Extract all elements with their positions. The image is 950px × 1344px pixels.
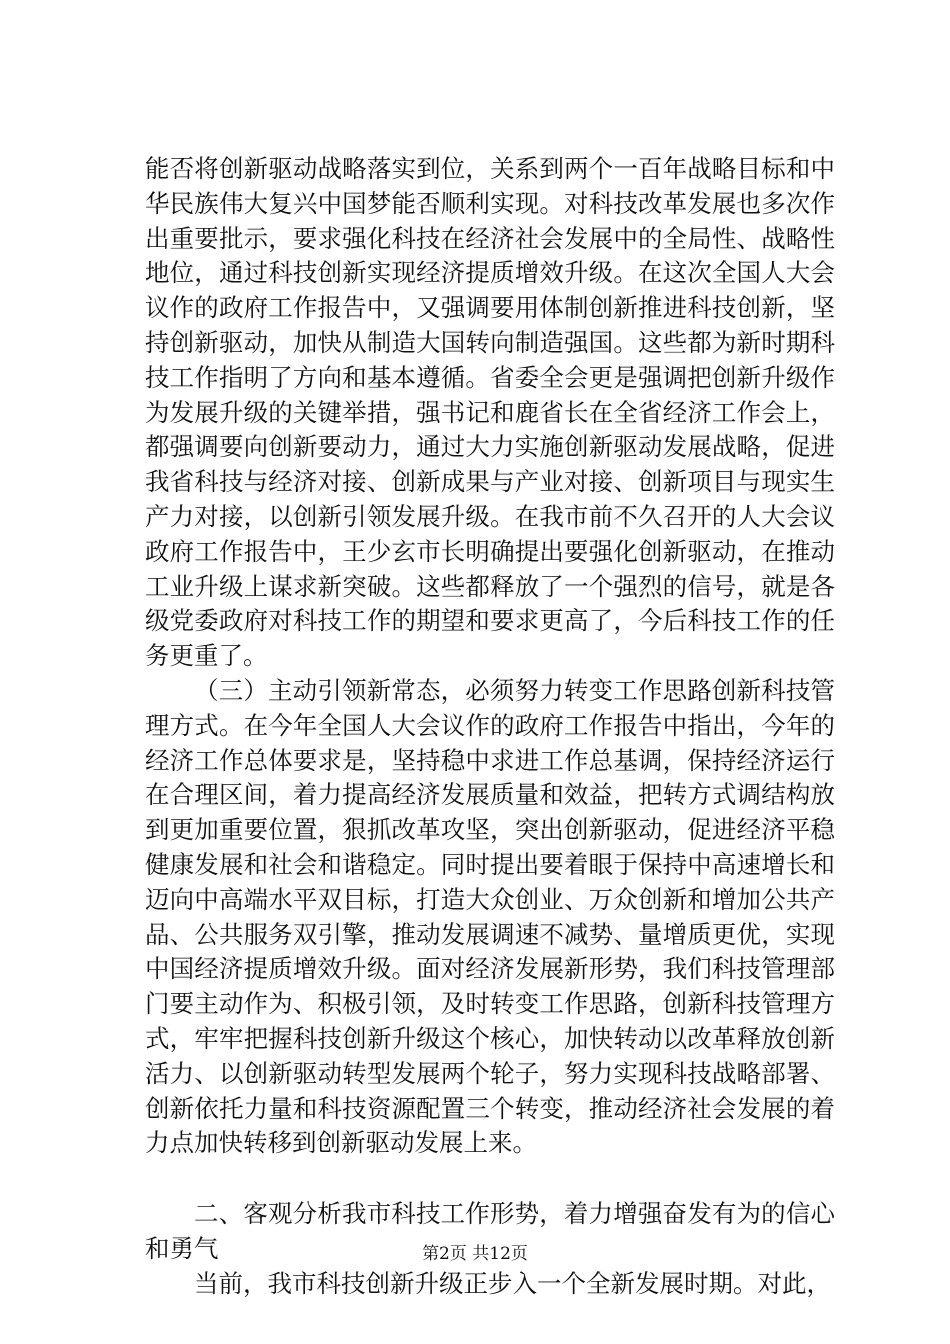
body-paragraph-1: 能否将创新驱动战略落实到位，关系到两个一百年战略目标和中华民族伟大复兴中国梦能否顺利实现。对科技改革发展也多次作出重要批示，要求强化科技在经济社会发展中的全局性、战略性地位，通过科技创新实现经济提质增效升级。在这次全国人大会议作的政府工作报告中，又强调要用体制创新推进科技创新，坚持创新驱动，加快从制造大国转向制造强国。这些都为新时期科技工作指明了方向和基本遵循。省委全会更是强调把创新升级作为发展升级的关键举措，强书记和鹿省长在全省经济工作会上，都强调要向创新要动力，通过大力实施创新驱动发展战略，促进我省科技与经济对接、创新成果与产业对接、创新项目与现实生产力对接，以创新引领发展升级。在我市前不久召开的人大会议政府工作报告中，王少玄市长明确提出要强化创新驱动，在推动工业升级上谋求新突破。这些都释放了一个强烈的信号，就是各级党委政府对科技工作的期望和要求更高了，今后科技工作的任务更重了。 [145,154,835,671]
section-heading: 二、客观分析我市科技工作形势，着力增强奋发有为的信心和勇气 [145,1199,835,1263]
body-paragraph-2: （三）主动引领新常态，必须努力转变工作思路创新科技管理方式。在今年全国人大会议作的政府工作报告中指出，今年的经济工作总体要求是，坚持稳中求进工作总基调，保持经济运行在合理区间，着力提高经济发展质量和效益，把转方式调结构放到更加重要位置，狠抓改革攻坚，突出创新驱动，促进经济平稳健康发展和社会和谐稳定。同时提出要着眼于保持中高速增长和迈向中高端水平双目标，打造大众创业、万众创新和增加公共产品、公共服务双引擎，推动发展调速不减势、量增质更优，实现中国经济提质增效升级。面对经济发展新形势，我们科技管理部门要主动作为、积极引领，及时转变工作思路，创新科技管理方式，牢牢把握科技创新升级这个核心，加快转动以改革释放创新活力、以创新驱动转型发展两个轮子，努力实现科技战略部署、创新依托力量和科技资源配置三个转变，推动经济社会发展的着力点加快转移到创新驱动发展上来。 [145,675,835,1158]
page-number-footer: 第2页 共12页 [422,1244,528,1264]
document-body [145,152,835,1302]
body-paragraph-3: 当前，我市科技创新升级正步入一个全新发展时期。对此， [194,1268,831,1298]
